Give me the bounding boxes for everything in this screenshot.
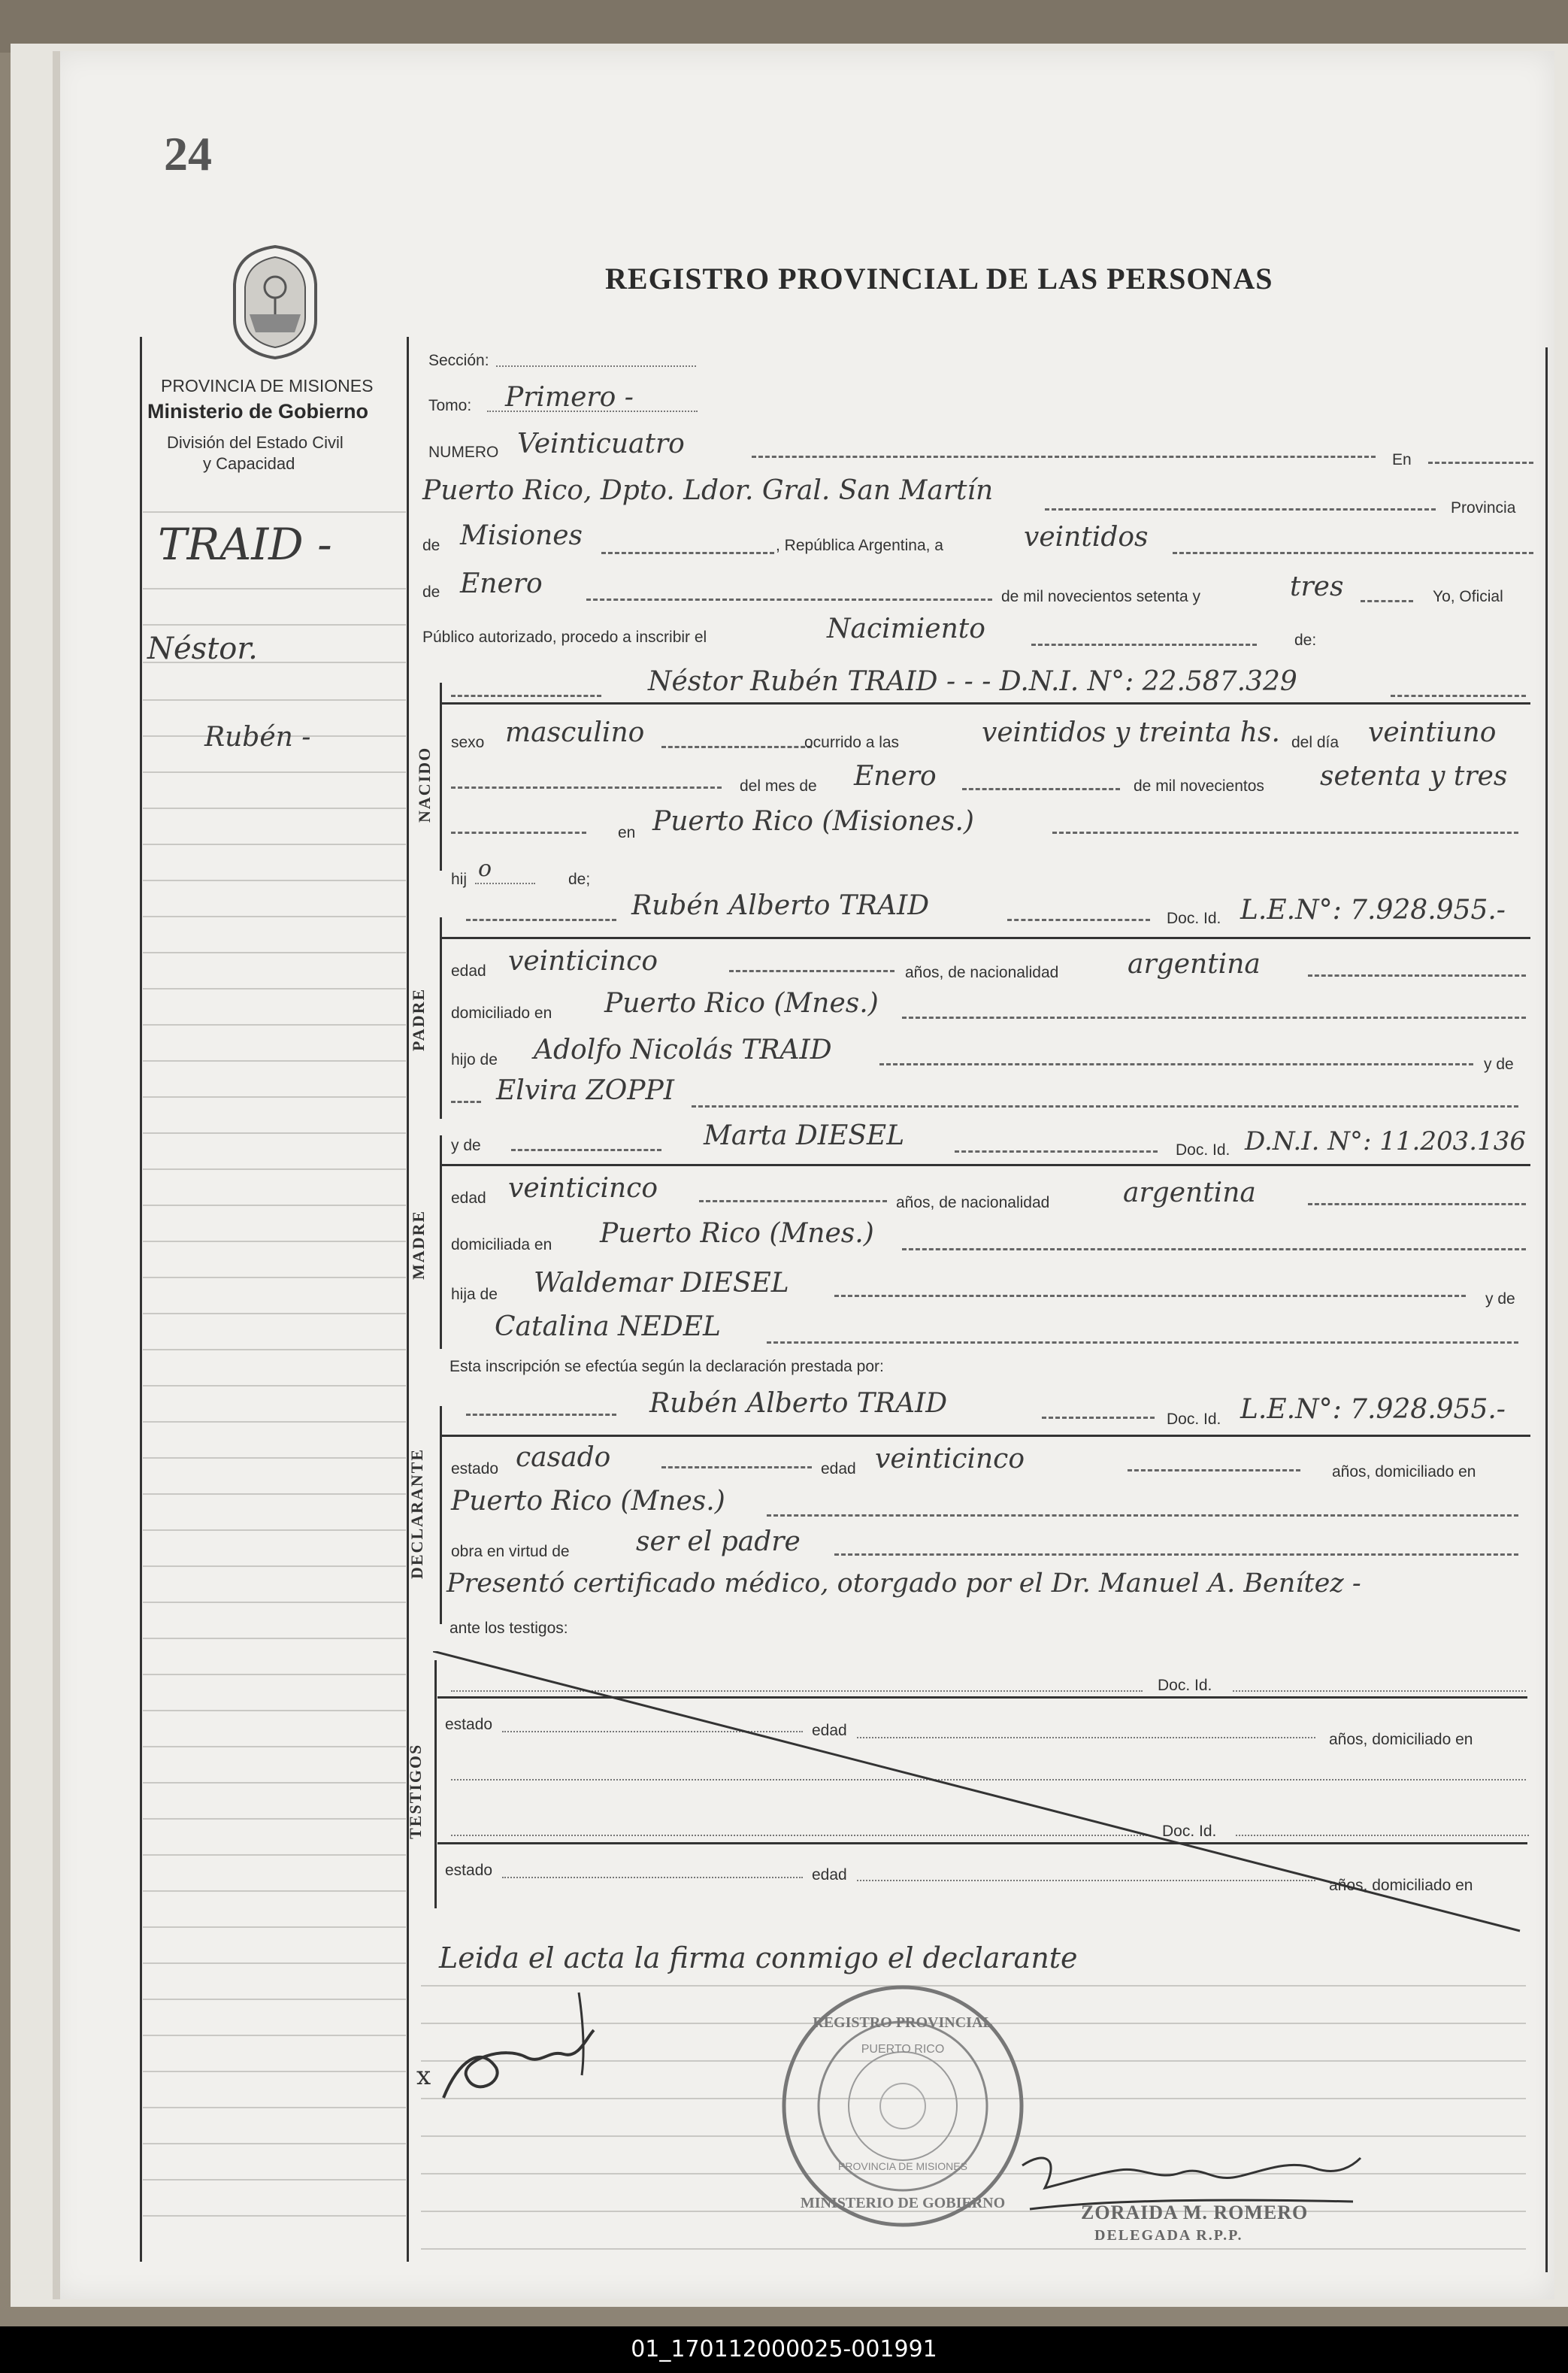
en-dash <box>1428 462 1533 464</box>
testigo1-anios-label: años, domiciliado en <box>1329 1731 1473 1748</box>
mes-inscripcion-dash <box>586 599 992 601</box>
padre-nac-dash <box>1308 974 1526 977</box>
testigo2-doc-label: Doc. Id. <box>1162 1823 1217 1840</box>
seccion-line <box>496 365 696 367</box>
madre-madre: Catalina NEDEL <box>495 1311 721 1342</box>
madre-nac: argentina <box>1123 1177 1256 1208</box>
de-mil-label: de mil novecientos setenta y <box>1001 588 1200 605</box>
padre-dash-left <box>466 919 616 921</box>
decl-edad-dash <box>1128 1469 1300 1471</box>
anio-inscripcion-value: tres <box>1290 571 1344 602</box>
padre-dash-right <box>1007 919 1150 921</box>
madre-dash-left <box>511 1149 661 1151</box>
de-colon-label: de: <box>1294 632 1317 649</box>
padre-padre: Adolfo Nicolás TRAID <box>534 1035 832 1065</box>
madre-madre-dash <box>767 1341 1518 1344</box>
madre-nombre: Marta DIESEL <box>704 1120 905 1151</box>
padre-doc-label: Doc. Id. <box>1167 910 1221 927</box>
declarante-dash-left <box>466 1414 616 1416</box>
testigo2-edad-label: edad <box>812 1866 847 1884</box>
svg-text:PUERTO RICO: PUERTO RICO <box>861 2043 945 2056</box>
mes-dash-left <box>451 786 722 789</box>
provincia-dash <box>601 552 774 554</box>
hijo-line <box>475 883 535 884</box>
lugar-nac-dash <box>1052 832 1518 834</box>
madre-y-de-label-2: y de <box>1485 1290 1515 1308</box>
madre-edad: veinticinco <box>508 1173 658 1204</box>
numero-value: Veinticuatro <box>517 429 685 459</box>
sidebar-right-rule <box>407 337 409 2262</box>
declarant-signature-icon <box>413 1985 639 2120</box>
madre-label: MADRE <box>409 1209 428 1280</box>
anio-dash <box>1361 600 1413 602</box>
de-label-2: de <box>422 583 440 601</box>
padre-nac: argentina <box>1128 949 1261 980</box>
padre-label: PADRE <box>409 987 428 1051</box>
yo-oficial-label: Yo, Oficial <box>1433 588 1503 605</box>
sidebar-surname: TRAID - <box>158 519 332 570</box>
madre-edad-dash <box>699 1200 887 1202</box>
del-mes-label: del mes de <box>740 777 817 795</box>
testigo2-estado-label: estado <box>445 1862 493 1879</box>
madre-padre-dash <box>834 1295 1466 1297</box>
ante-label: ante los testigos: <box>450 1620 568 1637</box>
dia-inscripcion-value: veintidos <box>1024 522 1149 553</box>
svg-text:MINISTERIO DE GOBIERNO: MINISTERIO DE GOBIERNO <box>800 2195 1006 2211</box>
declarante-bracket <box>440 1406 442 1624</box>
sidebar-capacidad: y Capacidad <box>203 454 295 473</box>
dia-inscripcion-dash <box>1173 552 1533 554</box>
leida-text: Leida el acta la firma conmigo el declarante <box>439 1941 1078 1974</box>
sidebar-division: División del Estado Civil <box>167 433 344 452</box>
madre-doc: D.N.I. N°: 11.203.136 <box>1245 1126 1526 1156</box>
padre-bracket <box>440 917 442 1119</box>
sexo-label: sexo <box>451 734 485 751</box>
madre-bracket <box>440 1135 442 1349</box>
page-number: 24 <box>164 127 212 180</box>
testigo1-estado-label: estado <box>445 1716 493 1733</box>
padre-dom: Puerto Rico (Mnes.) <box>604 988 879 1019</box>
madre-padre: Waldemar DIESEL <box>534 1268 789 1299</box>
padre-madre-dash-left <box>451 1101 481 1103</box>
provincia-label: Provincia <box>1451 499 1516 517</box>
anio-value: setenta y tres <box>1320 761 1508 792</box>
acto-value: Nacimiento <box>827 614 985 644</box>
padre-doc: L.E.N°: 7.928.955.- <box>1240 895 1506 926</box>
republica-label: , República Argentina, a <box>776 537 943 554</box>
padre-rule <box>440 937 1530 939</box>
official-name: ZORAIDA M. ROMERO <box>1081 2202 1309 2223</box>
decl-estado-dash <box>661 1466 812 1468</box>
lugar-nac-dash-left <box>451 832 586 834</box>
sidebar-second-name: Rubén - <box>204 722 311 753</box>
dia-value: veintiuno <box>1368 717 1497 748</box>
mes-inscripcion-value: Enero <box>460 568 543 599</box>
madre-dom: Puerto Rico (Mnes.) <box>600 1218 874 1249</box>
de-label-1: de <box>422 537 440 554</box>
testigos-label: TESTIGOS <box>406 1743 425 1839</box>
nacido-dash-right <box>1391 695 1526 697</box>
decl-edad: veinticinco <box>875 1444 1025 1474</box>
lugar-dash <box>1045 508 1436 511</box>
padre-madre-dash <box>692 1105 1518 1108</box>
sexo-value: masculino <box>505 717 645 748</box>
madre-edad-label: edad <box>451 1190 486 1207</box>
lugar-value: Puerto Rico, Dpto. Ldor. Gral. San Martín <box>422 475 994 506</box>
testigo2-anios-label: años, domiciliado en <box>1329 1877 1473 1894</box>
svg-text:REGISTRO PROVINCIAL: REGISTRO PROVINCIAL <box>813 2014 993 2031</box>
acto-dash <box>1031 644 1257 646</box>
decl-doc: L.E.N°: 7.928.955.- <box>1240 1394 1506 1425</box>
padre-edad: veinticinco <box>508 946 658 977</box>
hijo-suffix: o <box>478 856 492 882</box>
decl-obra-label: obra en virtud de <box>451 1543 570 1560</box>
padre-y-de-label: y de <box>1484 1056 1514 1073</box>
mes-value: Enero <box>854 761 937 792</box>
nacido-rule <box>440 702 1530 705</box>
madre-dash-right <box>955 1150 1158 1153</box>
hora-value: veintidos y treinta hs. <box>982 717 1280 748</box>
official-title: DELEGADA R.P.P. <box>1094 2227 1243 2244</box>
mes-dash <box>962 788 1120 790</box>
decl-estado: casado <box>516 1442 611 1473</box>
de-mil-label-2: de mil novecientos <box>1134 777 1264 795</box>
sidebar-first-name: Néstor. <box>147 632 258 666</box>
testigos-cancel-line <box>433 1651 1530 1937</box>
padre-nombre: Rubén Alberto TRAID <box>631 890 930 921</box>
numero-label: NUMERO <box>428 444 499 461</box>
declarante-label: DECLARANTE <box>407 1447 426 1579</box>
decl-obra: ser el padre <box>636 1526 801 1557</box>
madre-hija-label: hija de <box>451 1286 498 1303</box>
padre-madre: Elvira ZOPPI <box>496 1075 674 1106</box>
nacido-nombre: Néstor Rubén TRAID - - - D.N.I. N°: 22.587.329 <box>648 666 1297 697</box>
decl-edad-label: edad <box>821 1460 856 1477</box>
form-right-rule <box>1545 347 1548 2272</box>
provincial-seal-icon <box>222 242 328 362</box>
declarante-rule <box>440 1435 1530 1437</box>
decl-anios-label: años, domiciliado en <box>1332 1463 1476 1480</box>
decl-estado-label: estado <box>451 1460 499 1477</box>
testigo1-doc-label: Doc. Id. <box>1158 1677 1212 1694</box>
madre-nac-label: años, de nacionalidad <box>896 1194 1050 1211</box>
provincia-value: Misiones <box>460 520 583 551</box>
decl-dom-dash <box>767 1514 1518 1517</box>
nacido-dash-left <box>451 695 601 697</box>
tomo-label: Tomo: <box>428 397 472 414</box>
madre-y-de-label: y de <box>451 1137 481 1154</box>
sidebar-ministry: Ministerio de Gobierno <box>147 400 369 423</box>
certificado-note: Presentó certificado médico, otorgado por el Dr. Manuel A. Benítez - <box>446 1568 1361 1599</box>
hijo-label: hij <box>451 871 468 888</box>
svg-text:PROVINCIA DE MISIONES: PROVINCIA DE MISIONES <box>838 2160 967 2172</box>
decl-obra-dash <box>834 1553 1518 1556</box>
ocurrido-label: ocurrido a las <box>804 734 900 751</box>
lugar-nac-value: Puerto Rico (Misiones.) <box>652 806 974 837</box>
decl-doc-label: Doc. Id. <box>1167 1411 1221 1428</box>
page-edge <box>53 51 60 2299</box>
footer-filename: 01_170112000025-001991 <box>631 2336 937 2362</box>
padre-hijo-label: hijo de <box>451 1051 498 1068</box>
madre-doc-label: Doc. Id. <box>1176 1141 1230 1159</box>
madre-dom-label: domiciliada en <box>451 1236 552 1253</box>
official-stamp-icon <box>779 1982 1027 2230</box>
padre-edad-label: edad <box>451 962 486 980</box>
nacido-bracket <box>440 683 442 871</box>
hijo-de-label: de; <box>568 871 591 888</box>
madre-dom-dash <box>902 1248 1526 1250</box>
page-title: REGISTRO PROVINCIAL DE LAS PERSONAS <box>605 262 1273 295</box>
publico-label: Público autorizado, procedo a inscribir el <box>422 629 707 646</box>
numero-dash <box>752 456 1376 458</box>
declarante-dash-right <box>1042 1417 1155 1419</box>
padre-dom-label: domiciliado en <box>451 1005 552 1022</box>
padre-dom-dash <box>902 1017 1526 1019</box>
del-dia-label: del día <box>1291 734 1339 751</box>
nacido-label: NACIDO <box>415 746 434 823</box>
tomo-line <box>487 411 698 412</box>
esta-inscripcion-label: Esta inscripción se efectúa según la declaración prestada por: <box>450 1358 884 1375</box>
padre-nac-label: años, de nacionalidad <box>905 964 1059 981</box>
en-label-2: en <box>618 824 636 841</box>
sidebar-left-rule <box>140 337 142 2262</box>
tomo-value: Primero - <box>505 382 634 413</box>
madre-nac-dash <box>1308 1203 1526 1205</box>
en-label: En <box>1392 451 1412 468</box>
sidebar-province: PROVINCIA DE MISIONES <box>161 376 374 396</box>
decl-dom: Puerto Rico (Mnes.) <box>451 1486 725 1517</box>
padre-edad-dash <box>729 970 894 972</box>
testigo1-edad-label: edad <box>812 1722 847 1739</box>
svg-text:x: x <box>416 2061 431 2091</box>
decl-nombre: Rubén Alberto TRAID <box>649 1388 948 1419</box>
sexo-dash <box>661 746 812 748</box>
seccion-label: Sección: <box>428 352 489 369</box>
madre-rule <box>440 1164 1530 1166</box>
padre-padre-dash <box>879 1063 1473 1065</box>
